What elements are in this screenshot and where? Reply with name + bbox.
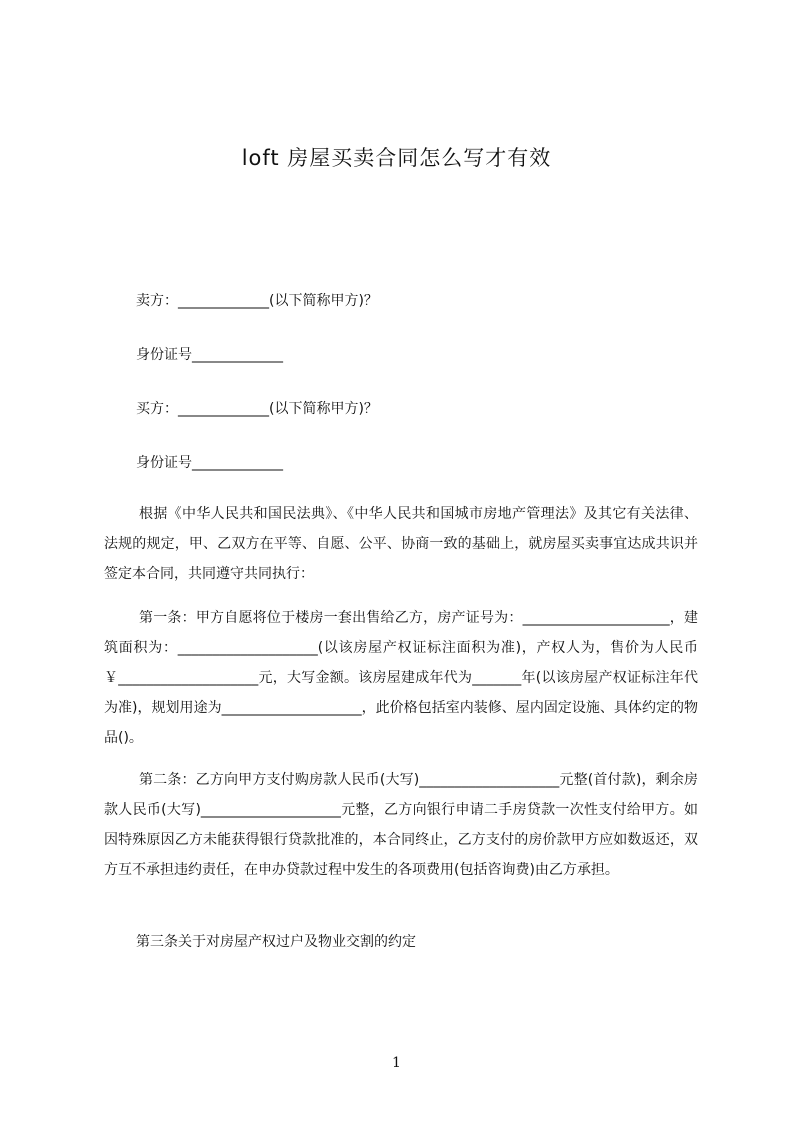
article-3-heading: 第三条关于对房屋产权过户及物业交割的约定 — [136, 934, 416, 950]
buyer-id-line: 身份证号_____________ — [136, 455, 283, 471]
article-1-paragraph: 第一条：甲方自愿将位于楼房一套出售给乙方，房产证号为：_____________________，建筑面积为：____________________(以该房屋产权证标注面积为准)，产权人为，售价为人民币￥____________________元，大写金额。该房屋建成年代为_______年(以该房屋产权证标注年代为准)，规划用途为____________________，此价格包括室内装修、屋内固定设施、具体约定的物品()。 — [104, 610, 698, 746]
article-2-paragraph: 第二条：乙方向甲方支付购房款人民币(大写)____________________元整(首付款)，剩余房款人民币(大写)____________________元整，乙方向银行申请二手房贷款一次性支付给甲方。如因特殊原因乙方未能获得银行贷款批准的，本合同终止，乙方支付的房价款甲方应如数返还，双方互不承担违约责任，在申办贷款过程中发生的各项费用(包括咨询费)由乙方承担。 — [104, 772, 698, 878]
page-number: 1 — [392, 1055, 401, 1071]
preamble-paragraph: 根据《中华人民共和国民法典》、《中华人民共和国城市房地产管理法》及其它有关法律、法规的规定，甲、乙双方在平等、自愿、公平、协商一致的基础上，就房屋买卖事宜达成共识并签定本合同，共同遵守共同执行： — [104, 506, 698, 582]
seller-id-line: 身份证号_____________ — [136, 347, 283, 363]
seller-line: 卖方：_____________(以下简称甲方)？ — [136, 293, 378, 309]
document-title: loft 房屋买卖合同怎么写才有效 — [241, 146, 552, 170]
buyer-line: 买方：_____________(以下简称甲方)？ — [136, 401, 378, 417]
